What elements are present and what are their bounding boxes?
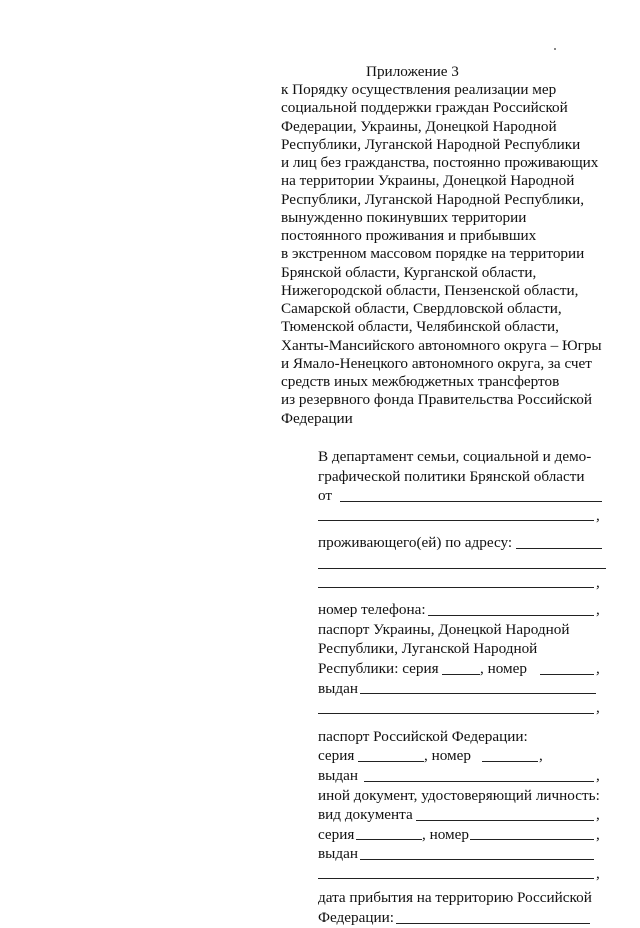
address-field-continued[interactable] <box>318 568 606 569</box>
other-document-label: иной документ, удостоверяющий личность: <box>318 786 600 804</box>
other-document-issued-continuation <box>318 864 608 884</box>
document-type-field[interactable] <box>416 820 594 821</box>
appendix-line: к Порядку осуществления реализации мер <box>281 81 557 98</box>
from-continuation-row <box>318 506 608 526</box>
comma: , <box>596 864 600 882</box>
ukraine-passport-label: паспорт Украины, Донецкой Народной <box>318 620 570 638</box>
recipient-line: графической политики Брянской области <box>318 467 585 485</box>
rf-passport-issued-row <box>318 766 608 786</box>
applicant-name-field[interactable] <box>340 501 602 502</box>
recipient-line: В департамент семьи, социальной и демо- <box>318 448 592 465</box>
ukraine-passport-issued-field[interactable] <box>360 693 596 694</box>
ukraine-passport-label: Республики, Луганской Народной <box>318 640 538 658</box>
comma: , <box>596 659 600 677</box>
address-label: проживающего(ей) по адресу: <box>318 534 513 552</box>
appendix-line: Республики, Луганской Народной Республики <box>281 135 581 153</box>
arrival-date-field[interactable] <box>396 923 590 924</box>
appendix-line: средств иных межбюджетных трансфертов <box>281 373 560 390</box>
ukraine-passport-issued-continuation <box>318 698 608 718</box>
appendix-line: Федерации <box>281 409 353 427</box>
other-document-issued-field-continued[interactable] <box>318 878 594 879</box>
other-document-series-row <box>318 825 608 845</box>
appendix-line: Самарской области, Свердловской области, <box>281 300 562 317</box>
appendix-line: и Ямало-Ненецкого автономного округа, за счет <box>281 354 592 372</box>
ukraine-passport-number-field[interactable] <box>540 674 594 675</box>
ukraine-passport-issued-row <box>318 679 608 699</box>
arrival-date-row <box>318 908 608 928</box>
other-document-issued-field[interactable] <box>360 859 594 860</box>
address-continuation-row <box>318 553 608 573</box>
applicant-name-field-continued[interactable] <box>318 520 594 521</box>
address-row <box>318 533 608 553</box>
phone-row <box>318 600 608 620</box>
number-label: , номер <box>480 659 527 677</box>
series-label: серия <box>318 825 355 843</box>
comma: , <box>596 825 600 843</box>
appendix-line: Нижегородской области, Пензенской области, <box>281 281 579 299</box>
rf-passport-issued-field[interactable] <box>364 781 594 782</box>
rf-passport-series-field[interactable] <box>358 761 424 762</box>
comma: , <box>596 806 600 824</box>
issued-label: выдан <box>318 845 358 863</box>
application-header-form <box>318 447 608 928</box>
appendix-line: на территории Украины, Донецкой Народной <box>281 172 575 190</box>
comma: , <box>596 766 600 784</box>
document-type-label: вид документа <box>318 806 413 824</box>
comma: , <box>596 573 600 591</box>
appendix-line: Брянской области, Курганской области, <box>281 263 537 281</box>
arrival-date-label-continued: Федерации: <box>318 909 394 927</box>
issued-label: выдан <box>318 766 358 784</box>
appendix-line: Республики, Луганской Народной Республики, <box>281 190 585 208</box>
ukraine-passport-series-field[interactable] <box>442 674 480 675</box>
appendix-reference-text <box>281 81 611 428</box>
comma: , <box>596 506 600 524</box>
address-field[interactable] <box>516 548 602 549</box>
series-label: Республики: серия <box>318 659 439 677</box>
phone-field[interactable] <box>428 615 594 616</box>
other-document-number-field[interactable] <box>470 839 594 840</box>
arrival-date-label: дата прибытия на территорию Российской <box>318 889 592 907</box>
number-label: , номер <box>424 747 471 765</box>
address-continuation-row <box>318 573 608 593</box>
comma: , <box>539 747 543 765</box>
appendix-line: постоянного проживания и прибывших <box>281 227 537 244</box>
appendix-line: вынужденно покинувших территории <box>281 208 527 226</box>
issued-label: выдан <box>318 679 358 697</box>
rf-passport-number-field[interactable] <box>482 761 538 762</box>
appendix-line: Федерации, Украины, Донецкой Народной <box>281 117 557 135</box>
appendix-line: социальной поддержки граждан Российской <box>281 99 568 117</box>
document-type-row <box>318 805 608 825</box>
address-field-continued[interactable] <box>318 587 594 588</box>
other-document-issued-row <box>318 844 608 864</box>
from-row <box>318 486 608 506</box>
comma: , <box>596 699 600 717</box>
rf-passport-label: паспорт Российской Федерации: <box>318 727 528 745</box>
appendix-line: в экстренном массовом порядке на территории <box>281 245 585 263</box>
series-label: серия <box>318 747 355 765</box>
other-document-series-field[interactable] <box>356 839 422 840</box>
appendix-line: Тюменской области, Челябинской области, <box>281 318 559 336</box>
appendix-title: Приложение 3 <box>366 63 459 80</box>
scan-speck <box>554 48 556 50</box>
phone-label: номер телефона: <box>318 601 426 619</box>
appendix-line: из резервного фонда Правительства Российской <box>281 391 592 409</box>
from-label: от <box>318 487 333 505</box>
appendix-line: Ханты-Мансийского автономного округа – Югры <box>281 336 602 354</box>
ukraine-passport-issued-field-continued[interactable] <box>318 713 594 714</box>
ukraine-passport-series-row <box>318 659 608 679</box>
number-label: , номер <box>422 825 469 843</box>
rf-passport-series-row <box>318 746 608 766</box>
appendix-line: и лиц без гражданства, постоянно проживающих <box>281 154 599 171</box>
comma: , <box>596 601 600 619</box>
